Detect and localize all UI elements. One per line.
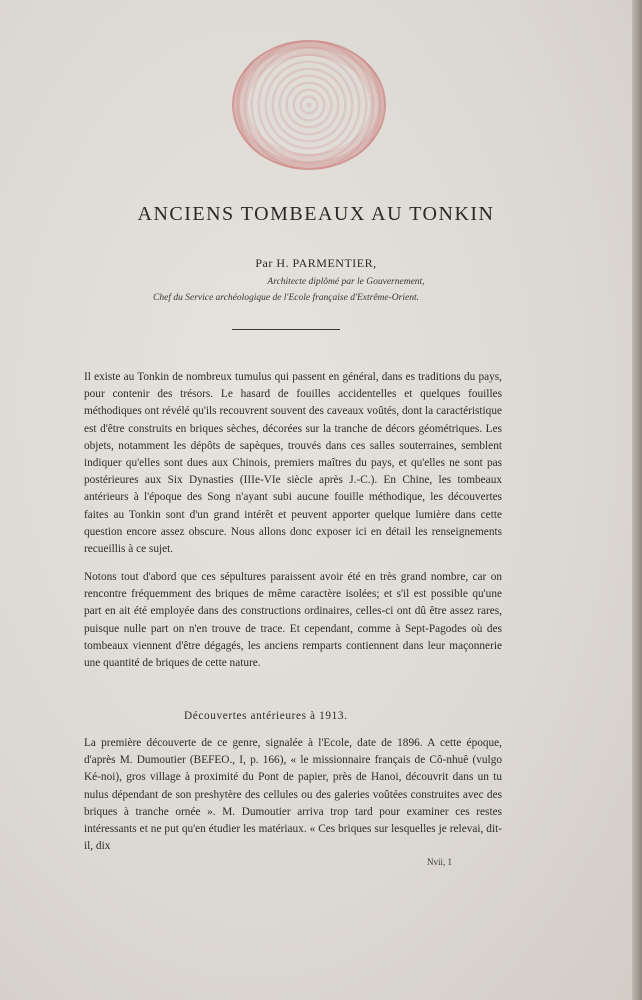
page-edge (632, 0, 642, 1000)
paragraph-2: Notons tout d'abord que ces sépultures paraissent avoir été en très grand nombre, car on rencontre fréquemment des briques de même caractère isolées; et s'il est possible qu'une part en ait été employée dans des constructions ordinaires, celles-ci ont dû être assez rares, puisque nulle part on n'en trouve de trace. Et cependant, comme à Sept-Pagodes où des tombeaux viennent d'être dégagés, les anciens remparts contiennent dans leur maçonnerie une quantité de briques de cette nature. (84, 571, 502, 670)
author-line: Par H. PARMENTIER, (255, 256, 377, 270)
signature-mark: Nvii, 1 (427, 857, 453, 867)
library-stamp-icon (232, 40, 386, 170)
paragraph-3: La première découverte de ce genre, signalée à l'Ecole, date de 1896. A cette époque, d'après M. Dumoutier (BEFEO., I, p. 166), « le missionnaire français de Cô-nhuê (vulgo Ké-noi), gros village à proximité du Pont de papier, près de Hanoi, découvrit dans un tu nulus dépendant de son preshytère des cellules ou des galeries voûtées construites avec des briques à tranche ornée ». M. Dumoutier arriva trop tard pour examiner ces restes intéressants et ne put qu'en étudier les matériaux. « Ces briques sur lesquelles je relevai, dit-il, dix (84, 737, 502, 853)
section-heading: Découvertes antérieures à 1913. (184, 710, 348, 722)
author-affiliation-1: Architecte diplômé par le Gouvernement, (267, 277, 425, 287)
paragraph-1: Il existe au Tonkin de nombreux tumulus qui passent en général, dans es traditions du pays, pour contenir des trésors. Le hasard de fouilles accidentelles et quelques fouilles méthodiques ont révélé qu'ils recouvrent souvent des caveaux voûtés, dont la caractéristique est d'être construits en briques sèches, décorées sur la tranche de décors géométriques. Les objets, notamment les dépôts de sapèques, trouvés dans ces salles souterraines, semblent indiquer qu'elles sont dues aux Chinois, premiers maîtres du pays, et qu'elles ne sont pas postérieures aux Six Dynasties (IIIe-VIe siècle après J.-C.). En Chine, les tombeaux antérieurs à l'époque des Song n'ayant subi aucune fouille méthodique, les découvertes faites au Tonkin sont d'un grand intérêt et peuvent apporter quelque lumière dans cette question encore assez obscure. Nous allons donc exposer ici en détail les renseignements recueillis à ce sujet. (84, 371, 502, 556)
title-divider (232, 329, 340, 330)
author-affiliation-2: Chef du Service archéologique de l'Ecole française d'Extrême-Orient. (153, 293, 419, 303)
article-title: ANCIENS TOMBEAUX AU TONKIN (137, 203, 495, 225)
